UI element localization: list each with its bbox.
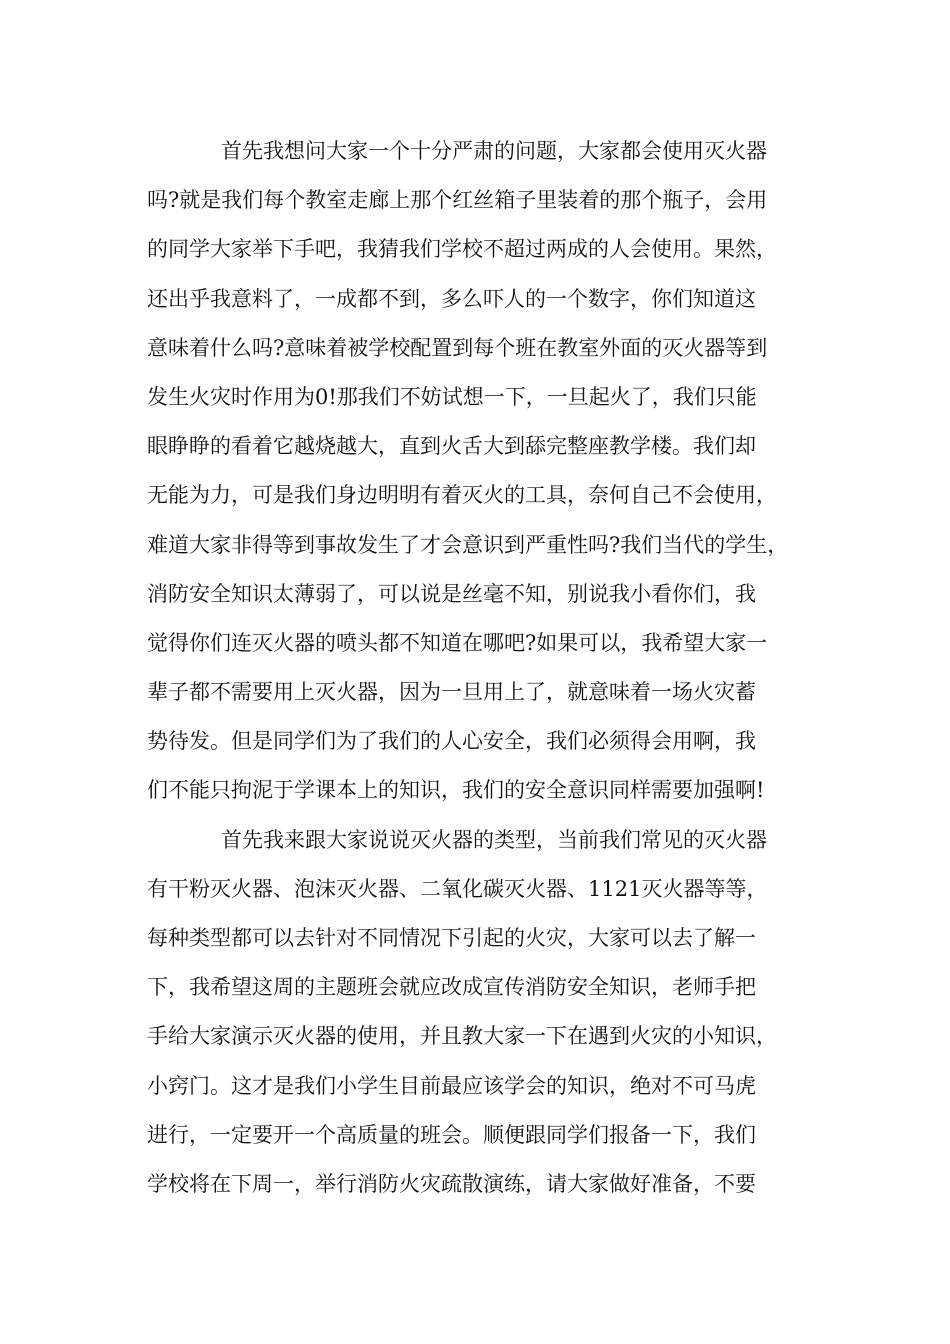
text-line: 吗?就是我们每个教室走廊上那个红丝箱子里装着的那个瓶子，会用 [147, 188, 768, 213]
text-line: 难道大家非得等到事故发生了才会意识到严重性吗?我们当代的学生， [147, 532, 789, 557]
text-line: 下，我希望这周的主题班会就应改成宣传消防安全知识，老师手把 [147, 975, 756, 1000]
text-line: 有干粉灭火器、泡沫灭火器、二氧化碳灭火器、1121灭火器等等， [147, 876, 768, 901]
text-line: 们不能只拘泥于学课本上的知识，我们的安全意识同样需要加强啊! [147, 778, 765, 803]
text-line: 觉得你们连灭火器的喷头都不知道在哪吧?如果可以，我希望大家一 [147, 630, 768, 655]
text-line: 意味着什么吗?意味着被学校配置到每个班在教室外面的灭火器等到 [147, 335, 768, 360]
text-line: 辈子都不需要用上灭火器，因为一旦用上了，就意味着一场火灾蓄 [147, 680, 756, 705]
text-line: 消防安全知识太薄弱了，可以说是丝毫不知，别说我小看你们，我 [147, 581, 756, 606]
text-line: 小窍门。这才是我们小学生目前最应该学会的知识，绝对不可马虎 [147, 1073, 756, 1098]
text-line: 每种类型都可以去针对不同情况下引起的火灾，大家可以去了解一 [147, 926, 756, 950]
text-line: 无能为力，可是我们身边明明有着灭火的工具，奈何自己不会使用， [147, 483, 777, 508]
body-text [147, 133, 817, 1215]
text-line: 发生火灾时作用为0!那我们不妨试想一下，一旦起火了，我们只能 [147, 384, 757, 409]
text-line: 还出乎我意料了，一成都不到，多么吓人的一个数字，你们知道这 [147, 286, 756, 311]
paragraph-first-line: 首先我来跟大家说说灭火器的类型，当前我们常见的灭火器 [221, 827, 767, 852]
paragraph-first-line: 首先我想问大家一个十分严肃的问题，大家都会使用灭火器 [221, 139, 767, 163]
text-line: 进行，一定要开一个高质量的班会。顺便跟同学们报备一下，我们 [147, 1122, 756, 1147]
text-line: 势待发。但是同学们为了我们的人心安全，我们必须得会用啊，我 [147, 729, 756, 754]
text-line: 手给大家演示灭火器的使用，并且教大家一下在遇到火灾的小知识， [147, 1024, 777, 1049]
text-line: 学校将在下周一，举行消防火灾疏散演练，请大家做好准备，不要 [147, 1171, 756, 1196]
text-line: 的同学大家举下手吧，我猜我们学校不超过两成的人会使用。果然， [147, 237, 777, 262]
text-line: 眼睁睁的看着它越烧越大，直到火舌大到舔完整座教学楼。我们却 [147, 434, 756, 459]
